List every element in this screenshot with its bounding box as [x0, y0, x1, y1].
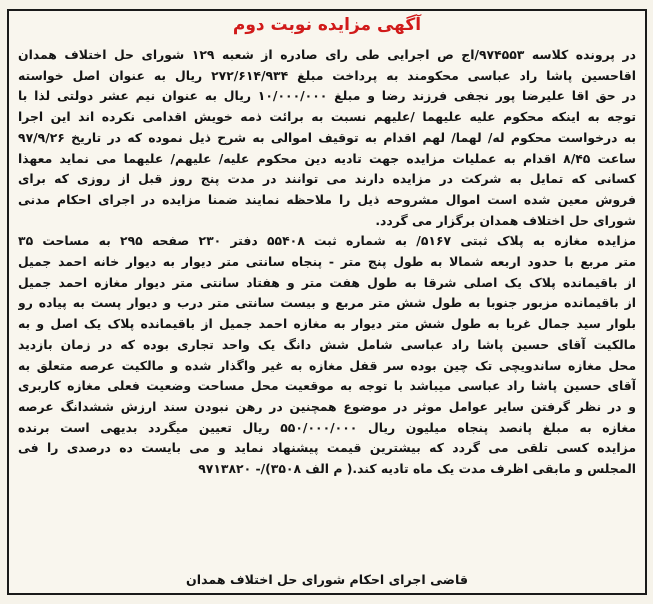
notice-line: به درخواست محکوم له/ لهما/ لهم اقدام به توقیف اموالی به شرح ذیل نموده که در تاریخ ۹۷/۹/۲۶	[18, 129, 636, 145]
notice-line: مزایده مغازه به پلاک ثبتی ۵۱۶۷/ به شماره ثبت ۵۵۴۰۸ دفتر ۲۳۰ صفحه ۲۹۵ به مساحت ۳۵	[18, 233, 636, 249]
notice-line: ساعت ۸/۴۵ اقدام به عملیات مزایده جهت تادیه دین محکوم علیه/ علیهم/ علیهما می نماید معهذا	[18, 150, 636, 166]
notice-line: توجه به اینکه محکوم علیه علیهما /علیهم نسبت به برائت ذمه خویش اقدامی نکرده اند این اجرا	[18, 109, 636, 125]
notice-line: در حق اقا علیرضا پور نجفی فرزند رضا و مبلغ ۱۰/۰۰۰/۰۰۰ ریال به عنوان نیم عشر دولتی لذا با	[18, 88, 636, 104]
notice-line: مزایده کسی تلقی می گردد که بیشترین قیمت پیشنهاد نماید و می بایست ده درصدی را فی	[18, 440, 636, 456]
notice-line: کسانی که تمایل به شرکت در مزایده دارند می توانند در مدت پنج روز قبل از روزی که برای	[18, 171, 636, 187]
notice-body	[18, 45, 636, 480]
notice-line: مغازه به مبلغ پانصد پنجاه میلیون ریال ۵۵۰/۰۰۰/۰۰۰ ریال تعیین میگردد بدیهی است برنده	[18, 419, 636, 435]
notice-line: شورای حل اختلاف همدان برگزار می گردد.	[375, 212, 636, 228]
notice-line: از باقیمانده پلاک یک اصلی شرقا به طول هفت متر و هفتاد سانتی متر دیوار مغازه احمد جمیل	[18, 274, 636, 290]
notice-line: فروش معین شده است اموال مشروحه ذیل را ملاحظه نمایند ضمنا مزایده در اجرای احکام مدنی	[18, 191, 636, 207]
notice-signature: قاضی اجرای احکام شورای حل اختلاف همدان	[186, 572, 468, 587]
notice-line: و در نظر گرفتن سایر عوامل موثر در موضوع همچنین در رهن نبودن سند ارزش ششدانگ عرصه	[18, 398, 636, 414]
notice-line: از باقیمانده مزبور جنوبا به طول شش متر مربع و بیست سانتی متر درب و دیوار پست به پیاده رو	[18, 295, 636, 311]
notice-title: آگهی مزایده نوبت دوم	[232, 15, 422, 35]
notice-line: محل مغازه ساندویچی تک چین بوده سر قفل مغازه به غیر واگذار شده و مالکیت عرصه متعلق به	[18, 357, 636, 373]
notice-line: اقاحسین پاشا راد عباسی محکومند به پرداخت مبلغ ۲۷۲/۶۱۴/۹۳۴ ریال به عنوان اصل خواسته	[18, 67, 636, 83]
notice-line: آقای حسین پاشا راد عباسی میباشد با توجه به موقعیت محل مساحت وضعیت فعلی مغازه کاربری	[18, 378, 636, 394]
notice-line: متر مربع با حدود اربعه شمالا به طول پنج متر - پنجاه سانتی متر دیوار به دیوار خانه احمد جمیل	[18, 254, 636, 270]
notice-frame	[7, 9, 647, 595]
notice-line: بلوار سید جمال غربا به طول شش متر دیوار به مغازه احمد جمیل از باقیمانده پلاک یک اصل و به	[18, 316, 636, 332]
notice-line: المجلس و مابقی اظرف مدت یک ماه تادیه کند.( م الف ۳۵۰۸)/- ۹۷۱۳۸۲۰	[198, 461, 636, 477]
notice-line: در پرونده کلاسه ۹۷۴۵۵۳/اج ص اجرایی طی رای صادره از شعبه ۱۲۹ شورای حل اختلاف همدان	[18, 47, 636, 62]
notice-line: مالکیت آقای حسین پاشا راد عباسی شامل شش دانگ یک واحد تجاری بوده که در زمان بازدید	[18, 336, 636, 352]
